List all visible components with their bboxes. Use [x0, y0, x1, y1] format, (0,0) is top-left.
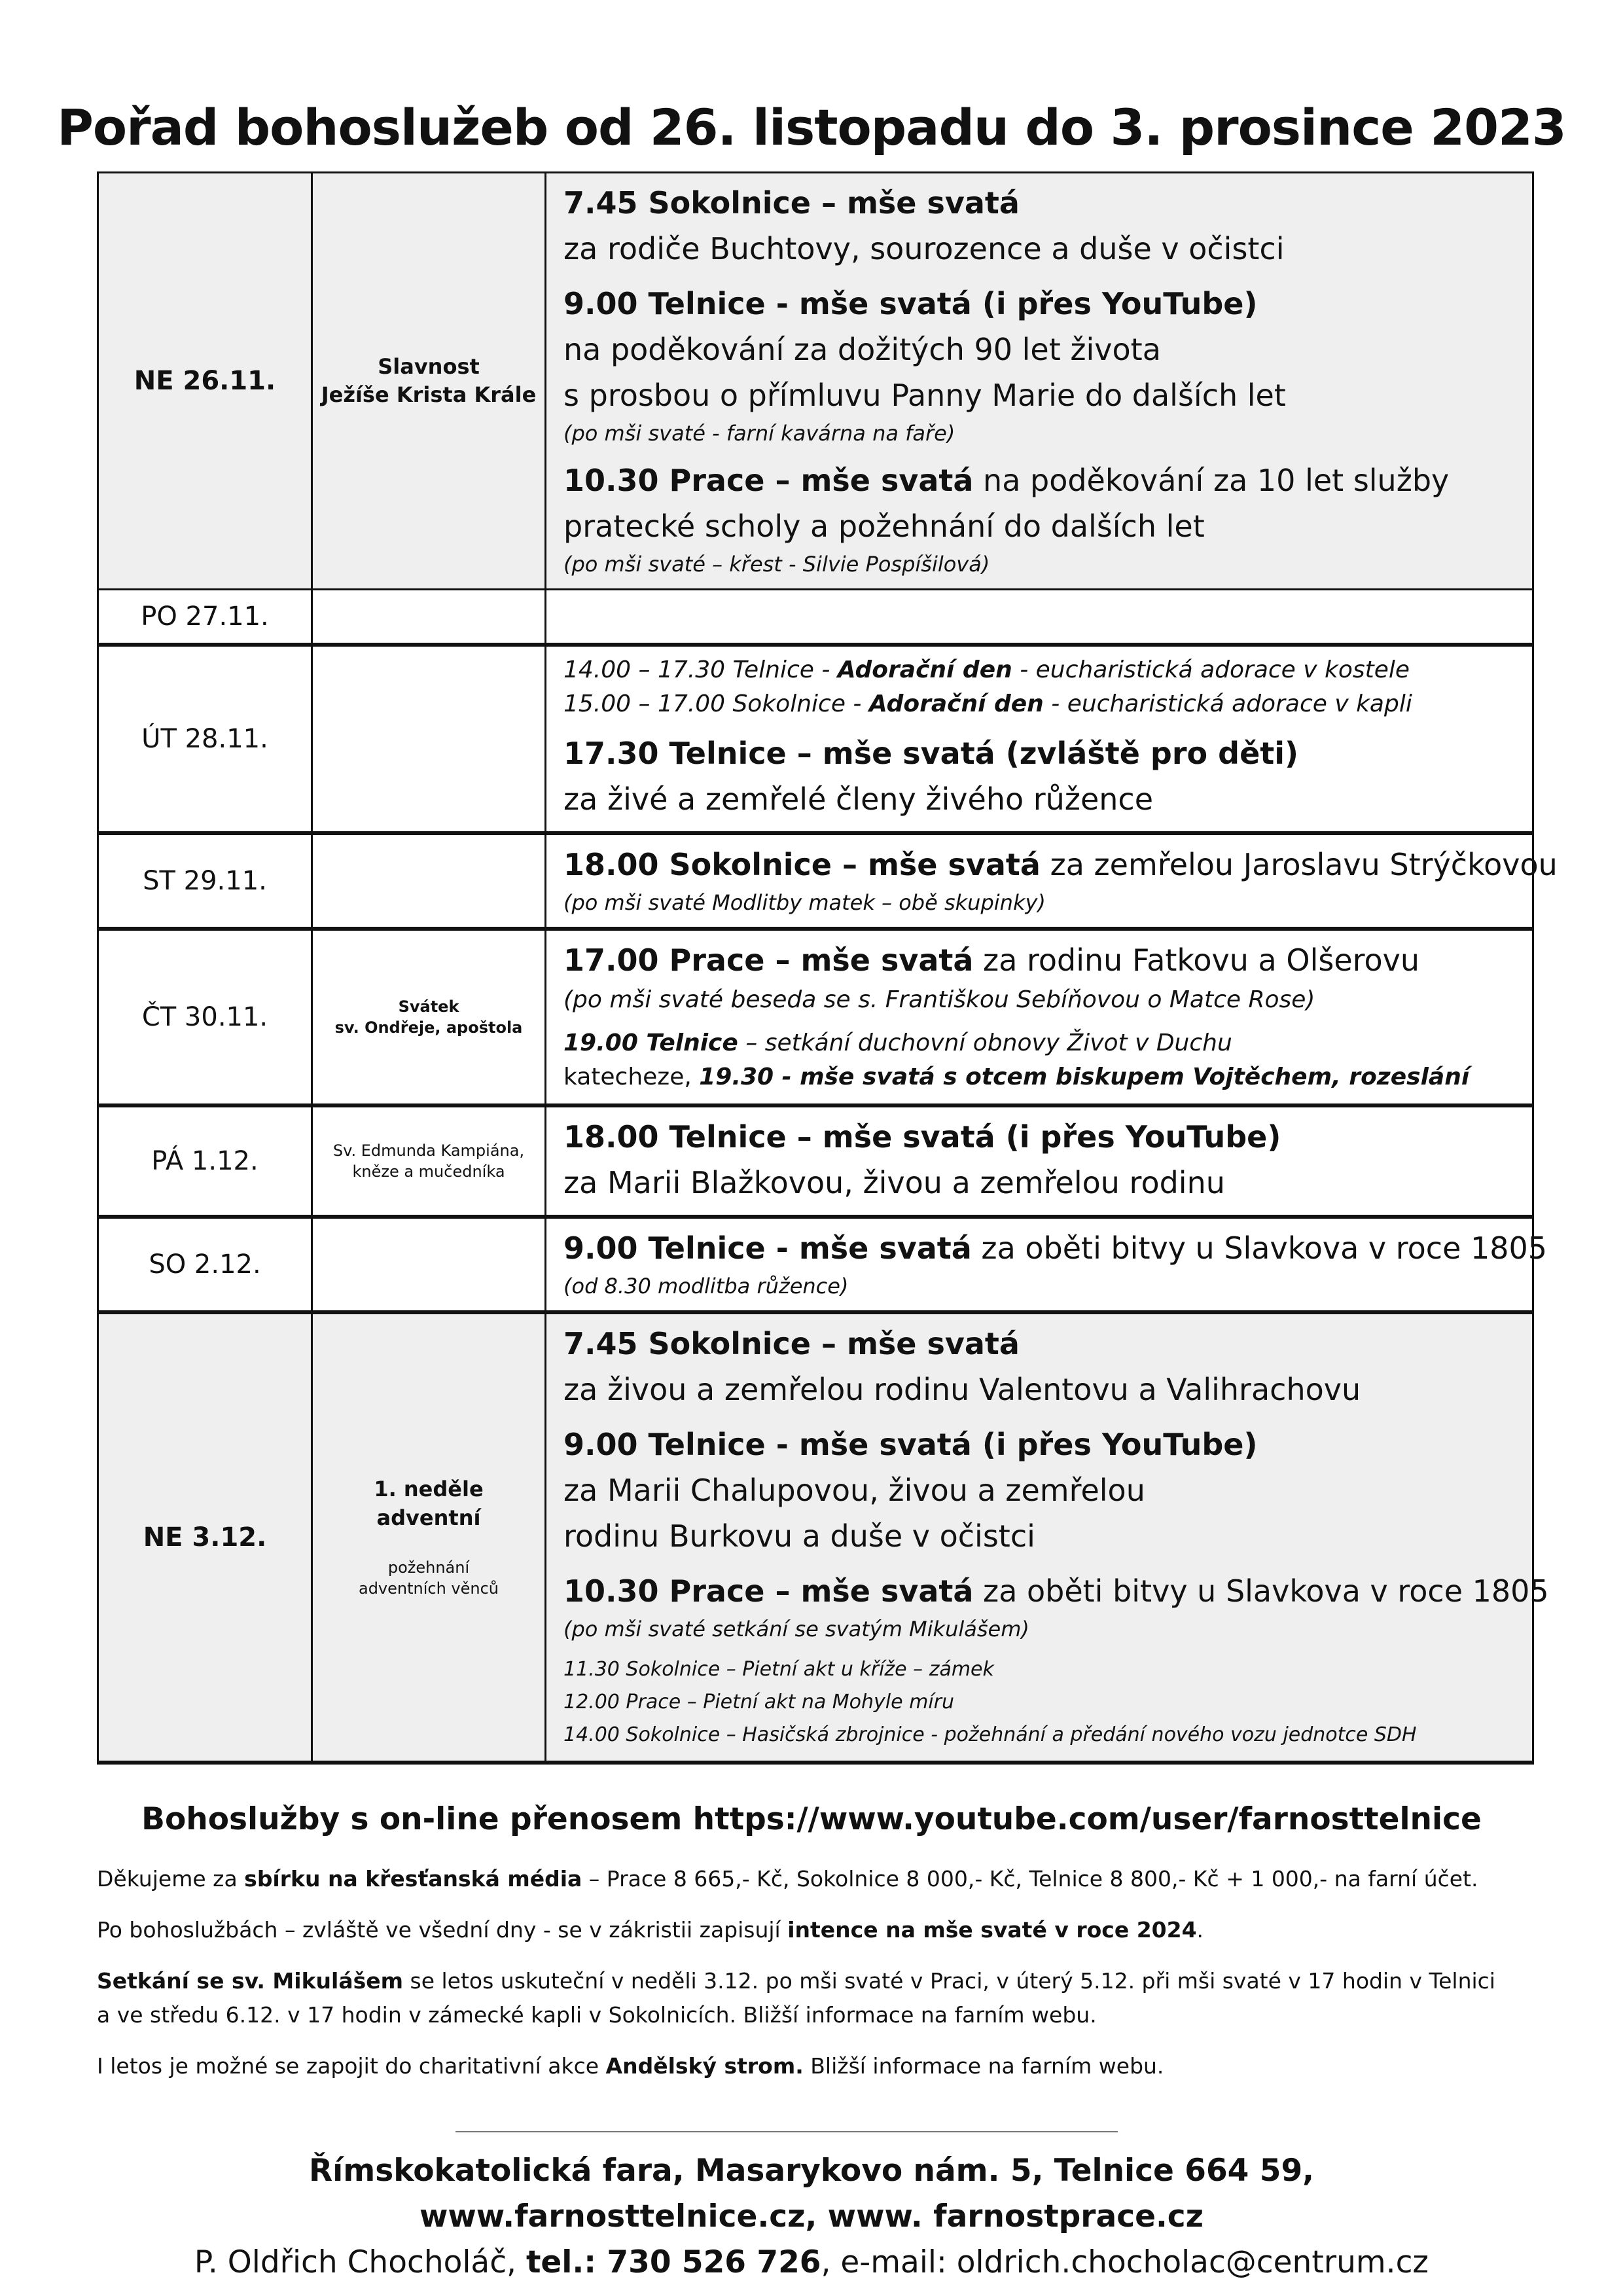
feast-cell: [312, 1312, 546, 1763]
mass-intention: na poděkování za 10 let služby: [973, 463, 1450, 498]
mass-intention: za rodiče Buchtovy, sourozence a duše v očistci: [563, 231, 1285, 266]
schedule-row-wed-29: [98, 833, 1533, 929]
feast-cell: [312, 1217, 546, 1312]
schedule-row-sun-26: [98, 173, 1533, 590]
mass-note: (od 8.30 modlitba růžence): [563, 1274, 849, 1299]
events-cell: [546, 929, 1533, 1105]
note-paragraph: Děkujeme za sbírku na křesťanská média – Prace 8 665,- Kč, Sokolnice 8 000,- Kč, Telnice 8 800,- Kč + 1 000,- na farní účet.: [97, 1866, 1478, 1892]
date-cell: ST 29.11.: [98, 833, 312, 929]
events-cell: [546, 1217, 1548, 1312]
date-cell: NE 26.11.: [98, 173, 312, 590]
adoration-line: 14.00 – 17.30 Telnice - Adorační den - eucharistická adorace v kostele: [563, 656, 1410, 683]
mass-heading: 18.00 Sokolnice – mše svatá: [563, 847, 1041, 882]
schedule-row-thu-30: [98, 929, 1533, 1105]
date-cell: PO 27.11.: [98, 590, 312, 645]
feast-cell: [312, 929, 546, 1105]
mass-heading: 10.30 Prace – mše svatá: [563, 1573, 974, 1609]
feast-line: 1. neděle: [374, 1477, 484, 1502]
event-line: katecheze, 19.30 - mše svatá s otcem biskupem Vojtěchem, rozeslání: [563, 1064, 1470, 1090]
mass-heading: 10.30 Prace – mše svatá: [563, 463, 974, 498]
adoration-line: 15.00 – 17.00 Sokolnice - Adorační den - eucharistická adorace v kapli: [563, 691, 1412, 717]
notes-section: [97, 1862, 1537, 2100]
feast-cell: [312, 645, 546, 833]
page-title: Pořad bohoslužeb od 26. listopadu do 3. prosince 2023: [57, 98, 1566, 156]
mass-note: (po mši svaté Modlitby matek – obě skupinky): [563, 890, 1046, 915]
mass-intention: za živou a zemřelou rodinu Valentovu a Valihrachovu: [563, 1372, 1361, 1407]
mass-heading: 18.00 Telnice – mše svatá (i přes YouTube): [563, 1119, 1281, 1155]
date-cell: SO 2.12.: [98, 1217, 312, 1312]
mass-intention: s prosbou o přímluvu Panny Marie do dalších let: [563, 378, 1286, 413]
mass-intention: za oběti bitvy u Slavkova v roce 1805: [973, 1573, 1549, 1609]
online-broadcast: Bohoslužby s on-line přenosem https://www.youtube.com/user/farnosttelnice: [141, 1801, 1482, 1837]
mass-intention: za zemřelou Jaroslavu Strýčkovou: [1040, 847, 1558, 882]
divider: [455, 2131, 1118, 2132]
events-cell: [546, 173, 1533, 590]
feast-line: adventní: [376, 1505, 481, 1530]
events-cell: [546, 1105, 1533, 1217]
schedule-row-mon-27: [98, 590, 1533, 645]
mass-heading: 9.00 Telnice - mše svatá (i přes YouTube): [563, 1427, 1258, 1462]
mass-note: (po mši svaté - farní kavárna na faře): [563, 421, 955, 446]
mass-intention: za Marii Blažkovou, živou a zemřelou rodinu: [563, 1165, 1225, 1200]
feast-line: Ježíše Krista Krále: [321, 382, 537, 407]
date-cell: NE 3.12.: [98, 1312, 312, 1763]
mass-intention: pratecké scholy a požehnání do dalších let: [563, 509, 1205, 544]
feast-line: kněze a mučedníka: [352, 1162, 505, 1181]
footer-address: Římskokatolická fara, Masarykovo nám. 5, Telnice 664 59,: [308, 2153, 1314, 2189]
mass-intention: na poděkování za dožitých 90 let života: [563, 332, 1161, 367]
mass-heading: 9.00 Telnice - mše svatá (i přes YouTube): [563, 286, 1258, 321]
schedule-row-tue-28: [98, 645, 1533, 833]
mass-note: (po mši svaté setkání se svatým Mikulášem): [563, 1617, 1029, 1641]
note-paragraph: Po bohoslužbách – zvláště ve všední dny - se v zákristii zapisují intence na mše svaté v roce 2024.: [97, 1917, 1204, 1943]
feast-cell: [312, 1105, 546, 1217]
footer-contact: P. Oldřich Chocholáč, tel.: 730 526 726, e-mail: oldrich.chocholac@centrum.cz: [194, 2244, 1429, 2280]
events-cell: [546, 590, 1533, 645]
feast-cell: [312, 590, 546, 645]
feast-line: Sv. Edmunda Kampiána,: [332, 1141, 525, 1160]
schedule-row-sat-2: [98, 1217, 1533, 1312]
event-line: 11.30 Sokolnice – Pietní akt u kříže – zámek: [563, 1658, 994, 1681]
mass-intention: za rodinu Fatkovu a Olšerovu: [973, 942, 1420, 978]
mass-heading: 17.30 Telnice – mše svatá (zvláště pro děti): [563, 736, 1299, 771]
footer-websites: www.farnosttelnice.cz, www. farnostprace.cz: [419, 2198, 1204, 2234]
events-cell: [546, 645, 1533, 833]
mass-heading: 7.45 Sokolnice – mše svatá: [563, 1326, 1020, 1361]
mass-note: (po mši svaté – křest - Silvie Pospíšilová): [563, 552, 990, 577]
schedule-row-sun-3: [98, 1312, 1533, 1763]
date-cell: ČT 30.11.: [98, 929, 312, 1105]
footer: [0, 2148, 1623, 2286]
note-paragraph: Setkání se sv. Mikulášem se letos uskuteční v neděli 3.12. po mši svaté v Praci, v úterý 5.12. při mši svaté v 17 hodin v Telnici a ve středu 6.12. v 17 hodin v zámecké kapli v Sokolnicích. Bližší informace na farním webu.: [97, 1968, 1495, 2028]
mass-intention: za Marii Chalupovou, živou a zemřelou: [563, 1473, 1145, 1508]
feast-line: Svátek: [398, 997, 459, 1016]
feast-cell: [312, 173, 546, 590]
mass-heading: 17.00 Prace – mše svatá: [563, 942, 974, 978]
feast-line: sv. Ondřeje, apoštola: [334, 1018, 523, 1037]
mass-intention: za živé a zemřelé členy živého růžence: [563, 781, 1153, 817]
feast-cell: [312, 833, 546, 929]
events-cell: [546, 833, 1558, 929]
date-cell: PÁ 1.12.: [98, 1105, 312, 1217]
event-line: 12.00 Prace – Pietní akt na Mohyle míru: [563, 1691, 955, 1713]
event-line: 14.00 Sokolnice – Hasičská zbrojnice - požehnání a předání nového vozu jednotce SDH: [563, 1723, 1417, 1746]
note-paragraph: I letos je možné se zapojit do charitativní akce Andělský strom. Bližší informace na farním webu.: [97, 2053, 1164, 2079]
events-cell: [546, 1312, 1549, 1763]
schedule-table: [97, 171, 1558, 1765]
feast-sub: požehnání adventních věnců: [358, 1558, 499, 1598]
mass-intention: rodinu Burkovu a duše v očistci: [563, 1518, 1035, 1554]
schedule-row-fri-1: [98, 1105, 1533, 1217]
mass-heading: 9.00 Telnice - mše svatá: [563, 1230, 972, 1266]
feast-line: Slavnost: [378, 353, 480, 379]
mass-intention: za oběti bitvy u Slavkova v roce 1805: [971, 1230, 1548, 1266]
mass-note: (po mši svaté beseda se s. Františkou Sebíňovou o Matce Rose): [563, 986, 1315, 1013]
event-line: 19.00 Telnice – setkání duchovní obnovy Život v Duchu: [563, 1030, 1232, 1056]
date-cell: ÚT 28.11.: [98, 645, 312, 833]
mass-heading: 7.45 Sokolnice – mše svatá: [563, 185, 1020, 221]
